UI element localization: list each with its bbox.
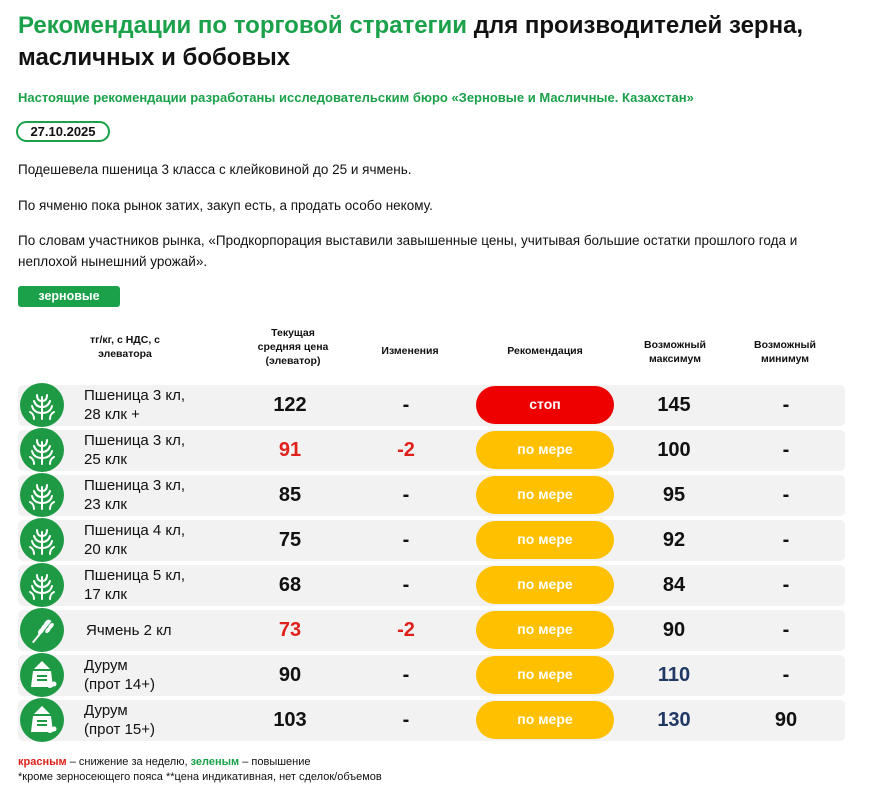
price-value: 73 (278, 619, 302, 641)
change-value: - (402, 709, 410, 731)
row-label-line2: 25 клк (84, 451, 127, 468)
recommendation-badge: по мере (476, 476, 614, 514)
min-value: - (782, 484, 790, 506)
min-value: - (782, 664, 790, 686)
row-label (84, 476, 185, 514)
legend-green-text: – повышение (239, 756, 311, 768)
page-title-highlight: Рекомендации по торговой стратегии (18, 12, 468, 39)
legend-red-text: – снижение за неделю, (66, 756, 191, 768)
row-label-line2: 20 клк (84, 541, 127, 558)
row-label-line2: 23 клк (84, 496, 127, 513)
min-value: - (782, 529, 790, 551)
price-value: 103 (273, 709, 307, 731)
row-label-line1: Пшеница 3 кл, (84, 432, 186, 449)
row-label (84, 701, 155, 739)
max-value: 95 (662, 484, 686, 506)
change-value: - (402, 574, 410, 596)
min-value: - (782, 619, 790, 641)
row-label-line1: Дурум (84, 657, 128, 674)
recommendation-badge: по мере (476, 611, 614, 649)
header-change: Изменения (381, 345, 439, 357)
row-label (84, 386, 185, 424)
recommendation-badge: по мере (476, 701, 614, 739)
header-price: Текущая средняя цена (элеватор) (257, 327, 329, 367)
legend-green-word: зеленым (190, 756, 240, 768)
legend (18, 755, 382, 785)
paragraph-1: Подешевела пшеница 3 класса с клейковиной до 25 и ячмень. (18, 162, 412, 177)
max-value: 145 (657, 394, 691, 416)
row-label (84, 431, 185, 469)
change-value: -2 (397, 619, 415, 641)
paragraph-2: По ячменю пока рынок затих, закуп есть, а продать особо некому. (18, 198, 433, 213)
change-value: - (402, 529, 410, 551)
grain-sack-icon (20, 653, 64, 697)
category-badge: зерновые (18, 286, 120, 307)
grain-sack-icon (20, 698, 64, 742)
change-value: -2 (397, 439, 415, 461)
header-max: Возможный максимум (644, 339, 706, 365)
min-value: - (782, 574, 790, 596)
wheat-icon (20, 518, 64, 562)
max-value: 92 (662, 529, 686, 551)
recommendation-badge: по мере (476, 656, 614, 694)
header-unit: тг/кг, с НДС, с элеватора (89, 334, 161, 360)
max-value: 100 (657, 439, 691, 461)
row-label (84, 656, 155, 694)
recommendation-badge: по мере (476, 566, 614, 604)
recommendation-badge: стоп (476, 386, 614, 424)
legend-footnote: *кроме зерносеющего пояса **цена индикативная, нет сделок/объемов (18, 771, 382, 783)
row-label-line2: 28 клк + (84, 406, 140, 423)
date-badge: 27.10.2025 (16, 121, 110, 142)
min-value: - (782, 394, 790, 416)
page-subtitle: Настоящие рекомендации разработаны исследовательским бюро «Зерновые и Масличные. Казахстан» (18, 90, 694, 105)
recommendation-badge: по мере (476, 521, 614, 559)
min-value: - (782, 439, 790, 461)
price-value: 68 (278, 574, 302, 596)
wheat-icon (20, 563, 64, 607)
page-title (18, 10, 858, 74)
price-value: 85 (278, 484, 302, 506)
legend-colors (18, 755, 382, 770)
row-label-line1: Пшеница 3 кл, (84, 477, 186, 494)
barley-icon (20, 608, 64, 652)
row-label-line1: Пшеница 5 кл, (84, 567, 186, 584)
change-value: - (402, 664, 410, 686)
wheat-icon (20, 428, 64, 472)
max-value: 84 (662, 574, 686, 596)
page-title-rest: для производителей зерна, масличных и бобовых (18, 12, 804, 71)
legend-red-word: красным (18, 756, 67, 768)
max-value: 130 (657, 709, 691, 731)
change-value: - (402, 394, 410, 416)
header-recommendation: Рекомендация (507, 345, 583, 357)
row-label-line1: Пшеница 3 кл, (84, 387, 186, 404)
price-value: 90 (278, 664, 302, 686)
price-value: 122 (273, 394, 307, 416)
row-label-line2: 17 клк (84, 586, 127, 603)
max-value: 90 (662, 619, 686, 641)
change-value: - (402, 484, 410, 506)
row-label-line1: Дурум (84, 702, 128, 719)
price-value: 75 (278, 529, 302, 551)
wheat-icon (20, 383, 64, 427)
recommendation-badge: по мере (476, 431, 614, 469)
paragraph-3: По словам участников рынка, «Продкорпорация выставили завышенные цены, учитывая большие остатки прошлого года и неплохой нынешний урожай». (18, 233, 798, 269)
max-value: 110 (657, 664, 691, 686)
row-label-line2: (прот 15+) (84, 721, 155, 738)
header-min: Возможный минимум (754, 339, 816, 365)
row-label: Ячмень 2 кл (86, 622, 172, 639)
row-label-line1: Пшеница 4 кл, (84, 522, 186, 539)
row-label-line2: (прот 14+) (84, 676, 155, 693)
min-value: 90 (774, 709, 798, 731)
price-value: 91 (278, 439, 302, 461)
row-label (84, 521, 185, 559)
row-label (84, 566, 185, 604)
wheat-icon (20, 473, 64, 517)
